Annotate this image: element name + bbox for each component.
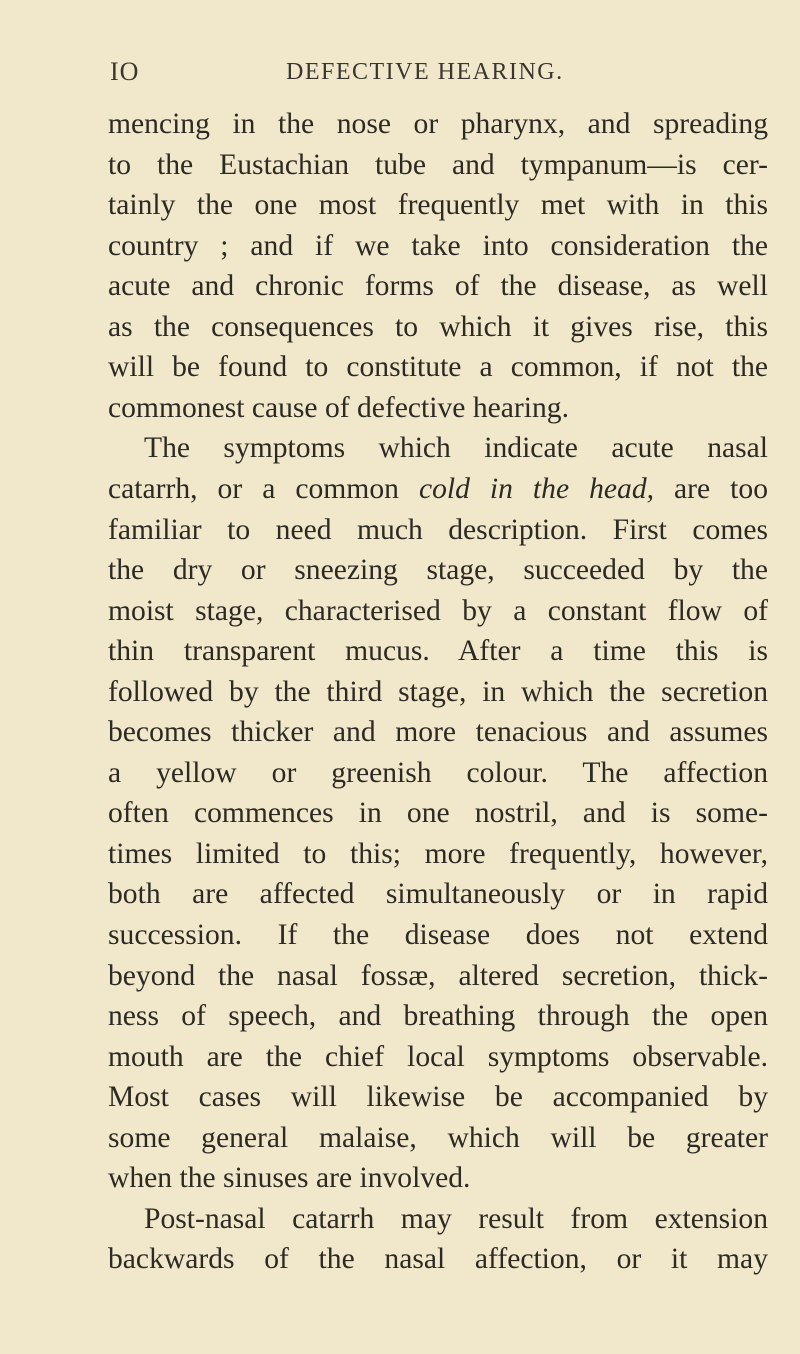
- text-segment: are too: [654, 472, 768, 505]
- text-line: some general malaise, which will be greater: [108, 1121, 768, 1154]
- text-line: acute and chronic forms of the disease, as well: [108, 270, 768, 303]
- text-line: tainly the one most frequently met with in this: [108, 189, 768, 222]
- text-line: country ; and if we take into consideration the: [108, 229, 768, 262]
- text-line: will be found to constitute a common, if not the: [108, 351, 768, 384]
- running-head: [0, 57, 800, 97]
- text-line: to the Eustachian tube and tympanum—is cer-: [108, 148, 768, 181]
- text-line: Most cases will likewise be accompanied by: [108, 1081, 768, 1114]
- text-line: when the sinuses are involved.: [108, 1162, 471, 1195]
- text-line: times limited to this; more frequently, however,: [108, 837, 768, 870]
- text-line: as the consequences to which it gives rise, this: [108, 310, 768, 343]
- italic-phrase: cold in the head,: [418, 472, 655, 505]
- text-line: mouth are the chief local symptoms observable.: [108, 1040, 768, 1073]
- text-line: familiar to need much description. First comes: [108, 513, 768, 546]
- running-title: DEFECTIVE HEARING.: [286, 59, 564, 85]
- text-segment: catarrh, or a common: [108, 472, 419, 505]
- text-line: The symptoms which indicate acute nasal: [144, 432, 768, 465]
- page-number: IO: [110, 57, 140, 86]
- text-line: becomes thicker and more tenacious and assumes: [108, 716, 768, 749]
- text-line: commonest cause of defective hearing.: [108, 391, 569, 424]
- text-line: followed by the third stage, in which the secretion: [108, 675, 768, 708]
- text-line: moist stage, characterised by a constant flow of: [108, 594, 768, 627]
- text-line: the dry or sneezing stage, succeeded by the: [108, 554, 768, 587]
- text-line: [108, 469, 768, 509]
- text-line: a yellow or greenish colour. The affection: [108, 756, 768, 789]
- text-line: beyond the nasal fossæ, altered secretion, thick-: [108, 959, 768, 992]
- text-line: often commences in one nostril, and is some-: [108, 797, 768, 830]
- text-line: Post-nasal catarrh may result from extension: [144, 1202, 768, 1235]
- text-line: succession. If the disease does not extend: [108, 919, 768, 951]
- text-line: backwards of the nasal affection, or it may: [108, 1243, 768, 1276]
- text-line: mencing in the nose or pharynx, and spreading: [108, 108, 768, 140]
- text-line: ness of speech, and breathing through the open: [108, 1000, 768, 1033]
- text-line: both are affected simultaneously or in rapid: [108, 878, 768, 911]
- text-line: thin transparent mucus. After a time this is: [108, 635, 768, 668]
